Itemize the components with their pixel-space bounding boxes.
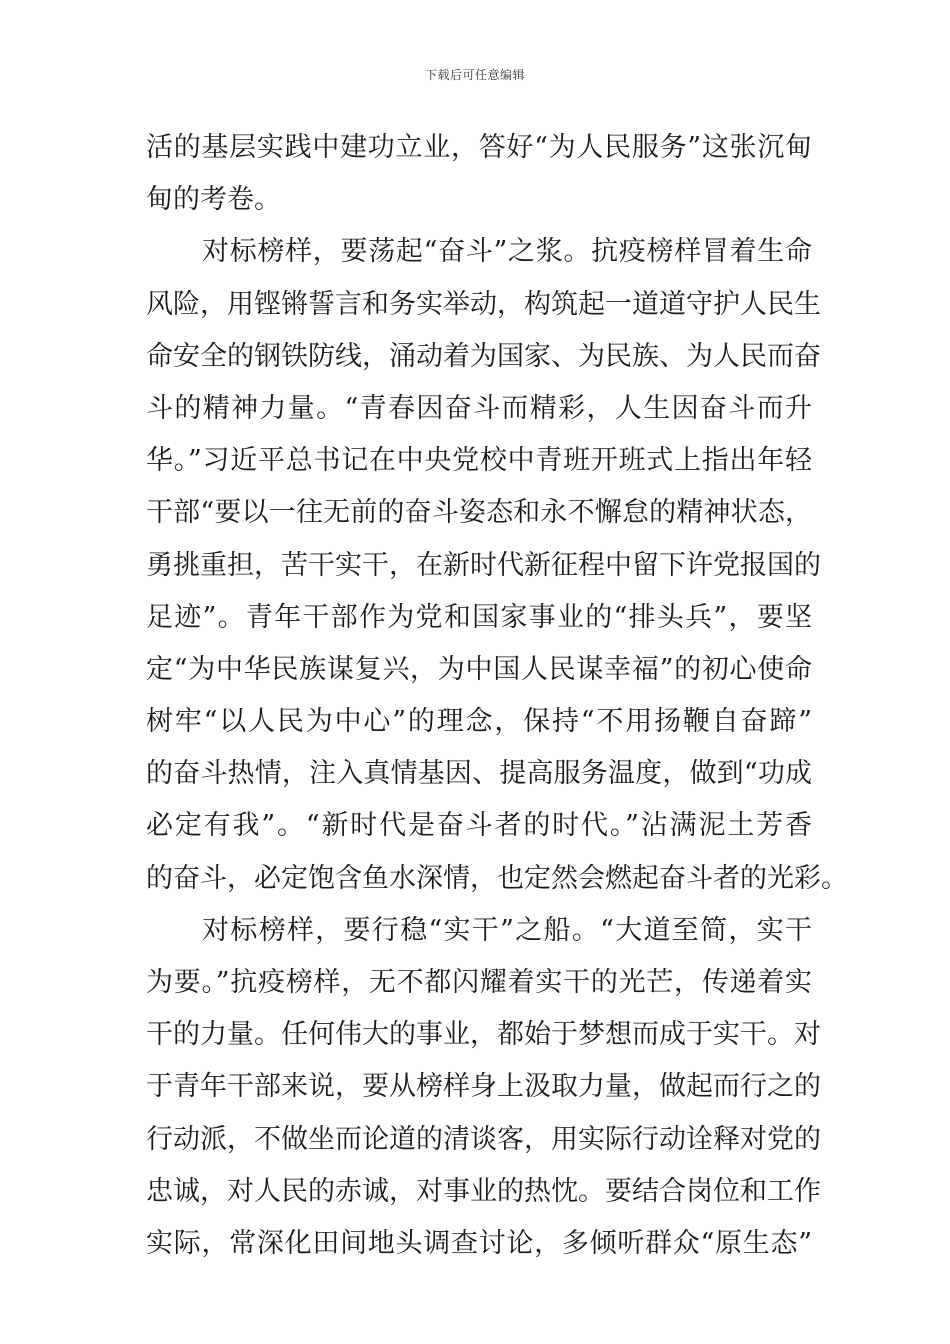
- text-line: 干部“要以一往无前的奋斗姿态和永不懈怠的精神状态，: [146, 497, 812, 529]
- text-line: 对标榜样，要行稳“实干”之船。“大道至简，实干: [202, 914, 812, 946]
- text-line: 必定有我”。“新时代是奋斗者的时代。”沾满泥土芳香: [146, 810, 812, 842]
- text-line: 干的力量。任何伟大的事业，都始于梦想而成于实干。对: [146, 1019, 821, 1051]
- text-line: 的奋斗，必定饱含鱼水深情，也定然会燃起奋斗者的光彩。: [146, 862, 848, 894]
- page-header: 下载后可任意编辑: [424, 68, 525, 82]
- text-line: 实际，常深化田间地头调查讨论，多倾听群众“原生态”: [146, 1227, 812, 1259]
- text-line: 于青年干部来说，要从榜样身上汲取力量，做起而行之的: [146, 1071, 821, 1103]
- text-line: 对标榜样，要荡起“奋斗”之浆。抗疫榜样冒着生命: [202, 236, 812, 268]
- text-line: 风险，用铿锵誓言和务实举动，构筑起一道道守护人民生: [146, 288, 821, 320]
- text-line: 勇挑重担，苦干实干，在新时代新征程中留下许党报国的: [146, 549, 821, 581]
- text-line: 活的基层实践中建功立业，答好“为人民服务”这张沉甸: [146, 132, 812, 163]
- text-line: 行动派，不做坐而论道的清谈客，用实际行动诠释对党的: [146, 1123, 821, 1155]
- text-line: 定“为中华民族谋复兴，为中国人民谋幸福”的初心使命: [146, 653, 812, 685]
- text-line: 华。”习近平总书记在中央党校中青班开班式上指出年轻: [146, 445, 812, 477]
- text-line: 足迹”。青年干部作为党和国家事业的“排头兵”，要坚: [146, 601, 812, 633]
- text-line: 斗的精神力量。“青春因奋斗而精彩，人生因奋斗而升: [146, 392, 812, 424]
- text-line: 树牢“以人民为中心”的理念，保持“不用扬鞭自奋蹄”: [146, 706, 812, 738]
- text-line: 命安全的钢铁防线，涌动着为国家、为民族、为人民而奋: [146, 340, 821, 372]
- text-line: 忠诚，对人民的赤诚，对事业的热忱。要结合岗位和工作: [146, 1175, 821, 1207]
- document-body: [146, 122, 848, 1270]
- text-line: 为要。”抗疫榜样，无不都闪耀着实干的光芒，传递着实: [146, 967, 812, 998]
- paragraph: [146, 905, 821, 1270]
- paragraph: [146, 226, 848, 904]
- text-line: 的奋斗热情，注入真情基因、提高服务温度，做到“功成: [146, 758, 812, 790]
- text-line: 甸的考卷。: [146, 184, 281, 216]
- paragraph: [146, 122, 812, 226]
